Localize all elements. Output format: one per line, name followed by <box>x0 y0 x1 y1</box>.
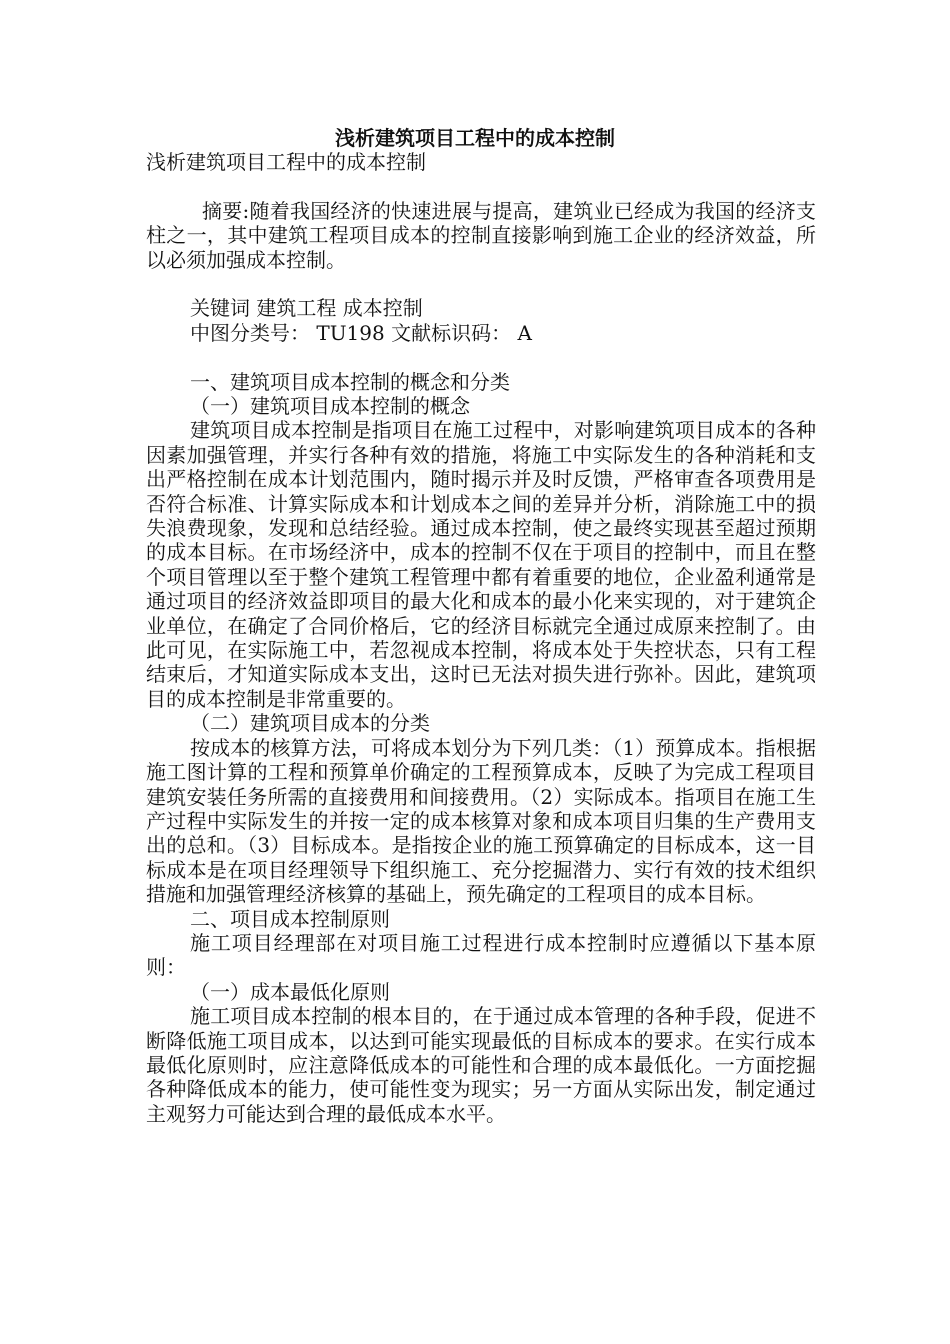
subsection-heading-2-1: （一）成本最低化原则 <box>190 979 390 1004</box>
document-body <box>146 150 816 1126</box>
subsection-heading-1-2: （二）建筑项目成本的分类 <box>190 711 430 736</box>
paragraph-principles-intro: 施工项目经理部在对项目施工过程进行成本控制时应遵循以下基本原则： <box>146 930 816 980</box>
keywords-line: 关键词 建筑工程 成本控制 <box>190 296 423 321</box>
paragraph-cost-minimization: 施工项目成本控制的根本目的，在于通过成本管理的各种手段，促进不断降低施工项目成本，以达到可能实现最低的目标成本的要求。在实行成本最低化原则时，应注意降低成本的可能性和合理的成本最低化。一方面挖掘各种降低成本的能力，使可能性变为现实；另一方面从实际出发，制定通过主观努力可能达到合理的最低成本水平。 <box>146 1004 816 1126</box>
document-subtitle: 浅析建筑项目工程中的成本控制 <box>146 150 426 174</box>
document-title: 浅析建筑项目工程中的成本控制 <box>335 126 615 150</box>
section-heading-1: 一、建筑项目成本控制的概念和分类 <box>190 369 510 394</box>
paragraph-cost-classification: 按成本的核算方法，可将成本划分为下列几类：（1）预算成本。指根据施工图计算的工程和预算单价确定的工程预算成本，反映了为完成工程项目建筑安装任务所需的直接费用和间接费用。（2）实际成本。指项目在施工生产过程中实际发生的并按一定的成本核算对象和成本项目归集的生产费用支出的总和。（3）目标成本。是指按企业的施工预算确定的目标成本，这一目标成本是在项目经理领导下组织施工、充分挖掘潜力、实行有效的技术组织措施和加强管理经济核算的基础上，预先确定的工程项目的成本目标。 <box>146 735 816 907</box>
subsection-heading-1-1: （一）建筑项目成本控制的概念 <box>190 394 470 419</box>
section-heading-2: 二、项目成本控制原则 <box>190 906 390 931</box>
classification-line: 中图分类号： TU198 文献标识码： A <box>190 320 532 345</box>
abstract-paragraph: 摘要:随着我国经济的快速进展与提高，建筑业已经成为我国的经济支柱之一，其中建筑工程项目成本的控制直接影响到施工企业的经济效益，所以必须加强成本控制。 <box>146 198 816 272</box>
paragraph-cost-control-concept: 建筑项目成本控制是指项目在施工过程中，对影响建筑项目成本的各种因素加强管理，并实行各种有效的措施，将施工中实际发生的各种消耗和支出严格控制在成本计划范围内，随时揭示并及时反馈，严格审查各项费用是否符合标准、计算实际成本和计划成本之间的差异并分析，消除施工中的损失浪费现象，发现和总结经验。通过成本控制，使之最终实现甚至超过预期的成本目标。在市场经济中，成本的控制不仅在于项目的控制中，而且在整个项目管理以至于整个建筑工程管理中都有着重要的地位，企业盈利通常是通过项目的经济效益即项目的最大化和成本的最小化来实现的，对于建筑企业单位，在确定了合同价格后，它的经济目标就完全通过成原来控制了。由此可见，在实际施工中，若忽视成本控制，将成本处于失控状态，只有工程结束后，才知道实际成本支出，这时已无法对损失进行弥补。因此，建筑项目的成本控制是非常重要的。 <box>146 418 816 711</box>
